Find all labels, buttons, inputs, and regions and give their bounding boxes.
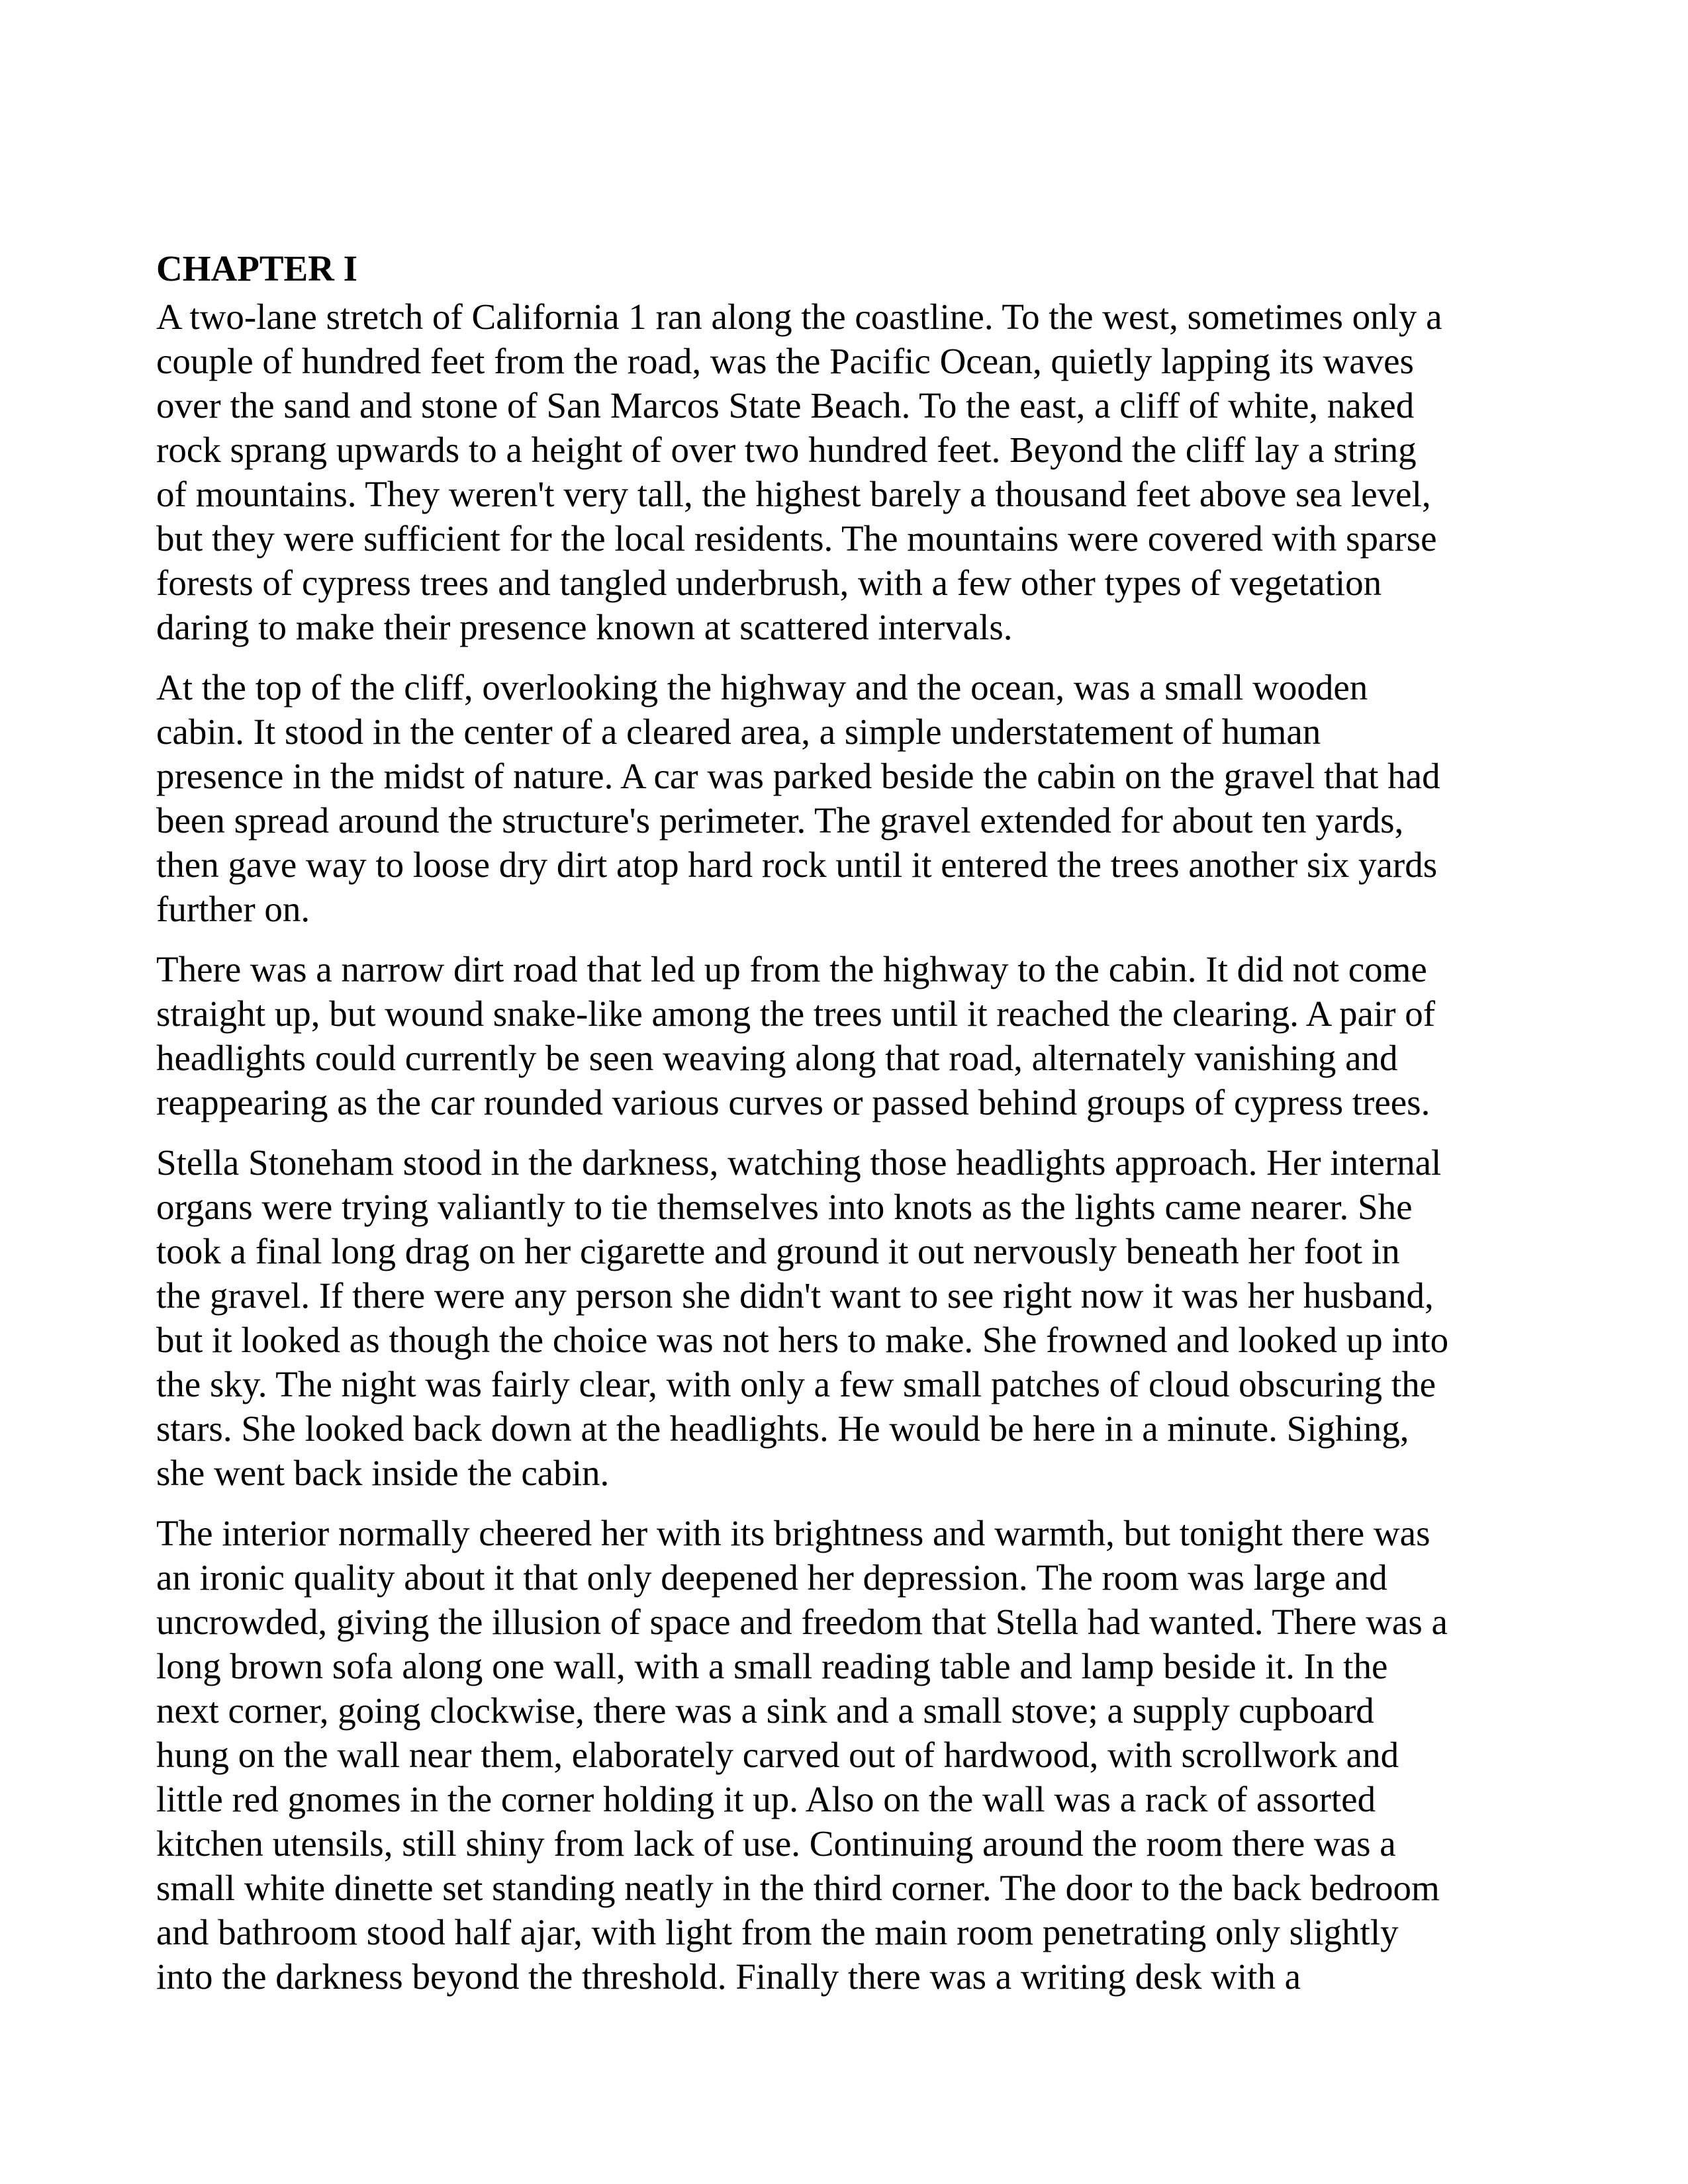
text-line: but it looked as though the choice was not hers to make. She frowned and looked up into xyxy=(156,1320,1449,1360)
text-line: cabin. It stood in the center of a cleared area, a simple understatement of human xyxy=(156,711,1321,752)
text-line: At the top of the cliff, overlooking the highway and the ocean, was a small wooden xyxy=(156,667,1368,707)
text-line: little red gnomes in the corner holding it up. Also on the wall was a rack of assorted xyxy=(156,1779,1376,1819)
chapter-heading: CHAPTER I xyxy=(156,248,358,289)
text-line: hung on the wall near them, elaborately carved out of hardwood, with scrollwork and xyxy=(156,1735,1399,1775)
text-line: next corner, going clockwise, there was a sink and a small stove; a supply cupboard xyxy=(156,1690,1374,1731)
text-line: over the sand and stone of San Marcos State Beach. To the east, a cliff of white, naked xyxy=(156,385,1415,426)
text-line: There was a narrow dirt road that led up from the highway to the cabin. It did not come xyxy=(156,949,1427,989)
text-line: but they were sufficient for the local residents. The mountains were covered with sparse xyxy=(156,518,1437,559)
text-line: The interior normally cheered her with its brightness and warmth, but tonight there was xyxy=(156,1513,1430,1553)
text-line: straight up, but wound snake-like among the trees until it reached the clearing. A pair of xyxy=(156,993,1436,1034)
text-line: of mountains. They weren't very tall, the highest barely a thousand feet above sea level, xyxy=(156,474,1431,514)
body-text xyxy=(156,246,1540,2015)
text-line: long brown sofa along one wall, with a small reading table and lamp beside it. In the xyxy=(156,1646,1388,1686)
text-line: uncrowded, giving the illusion of space and freedom that Stella had wanted. There was a xyxy=(156,1602,1448,1642)
paragraph xyxy=(156,1511,1540,1999)
text-line: headlights could currently be seen weaving along that road, alternately vanishing and xyxy=(156,1038,1398,1078)
paragraph xyxy=(156,295,1540,649)
text-line: stars. She looked back down at the headlights. He would be here in a minute. Sighing, xyxy=(156,1408,1409,1449)
text-line: and bathroom stood half ajar, with light from the main room penetrating only slightly xyxy=(156,1912,1399,1952)
paragraph xyxy=(156,665,1540,931)
text-line: then gave way to loose dry dirt atop hard rock until it entered the trees another six yards xyxy=(156,844,1438,885)
text-line: took a final long drag on her cigarette and ground it out nervously beneath her foot in xyxy=(156,1231,1400,1271)
text-line: further on. xyxy=(156,889,310,929)
text-line: kitchen utensils, still shiny from lack of use. Continuing around the room there was a xyxy=(156,1823,1396,1864)
text-line: organs were trying valiantly to tie themselves into knots as the lights came nearer. She xyxy=(156,1187,1413,1227)
text-line: the gravel. If there were any person she didn't want to see right now it was her husband, xyxy=(156,1275,1434,1316)
paragraph xyxy=(156,1140,1540,1495)
text-line: rock sprang upwards to a height of over two hundred feet. Beyond the cliff lay a string xyxy=(156,430,1417,470)
text-line: couple of hundred feet from the road, was the Pacific Ocean, quietly lapping its waves xyxy=(156,341,1414,381)
text-line: presence in the midst of nature. A car was parked beside the cabin on the gravel that had xyxy=(156,756,1440,796)
text-line: daring to make their presence known at scattered intervals. xyxy=(156,607,1013,647)
text-line: reappearing as the car rounded various curves or passed behind groups of cypress trees. xyxy=(156,1082,1430,1122)
text-line: been spread around the structure's perimeter. The gravel extended for about ten yards, xyxy=(156,800,1404,841)
text-line: A two-lane stretch of California 1 ran along the coastline. To the west, sometimes only a xyxy=(156,296,1442,337)
text-line: into the darkness beyond the threshold. Finally there was a writing desk with a xyxy=(156,1956,1301,1997)
text-line: Stella Stoneham stood in the darkness, watching those headlights approach. Her internal xyxy=(156,1142,1442,1183)
paragraph xyxy=(156,947,1540,1124)
text-line: the sky. The night was fairly clear, with only a few small patches of cloud obscuring the xyxy=(156,1364,1436,1404)
text-line: small white dinette set standing neatly in the third corner. The door to the back bedroom xyxy=(156,1868,1440,1908)
paragraph-list xyxy=(156,295,1540,1999)
text-line: she went back inside the cabin. xyxy=(156,1453,610,1493)
text-line: an ironic quality about it that only deepened her depression. The room was large and xyxy=(156,1557,1387,1598)
text-line: forests of cypress trees and tangled underbrush, with a few other types of vegetation xyxy=(156,563,1382,603)
